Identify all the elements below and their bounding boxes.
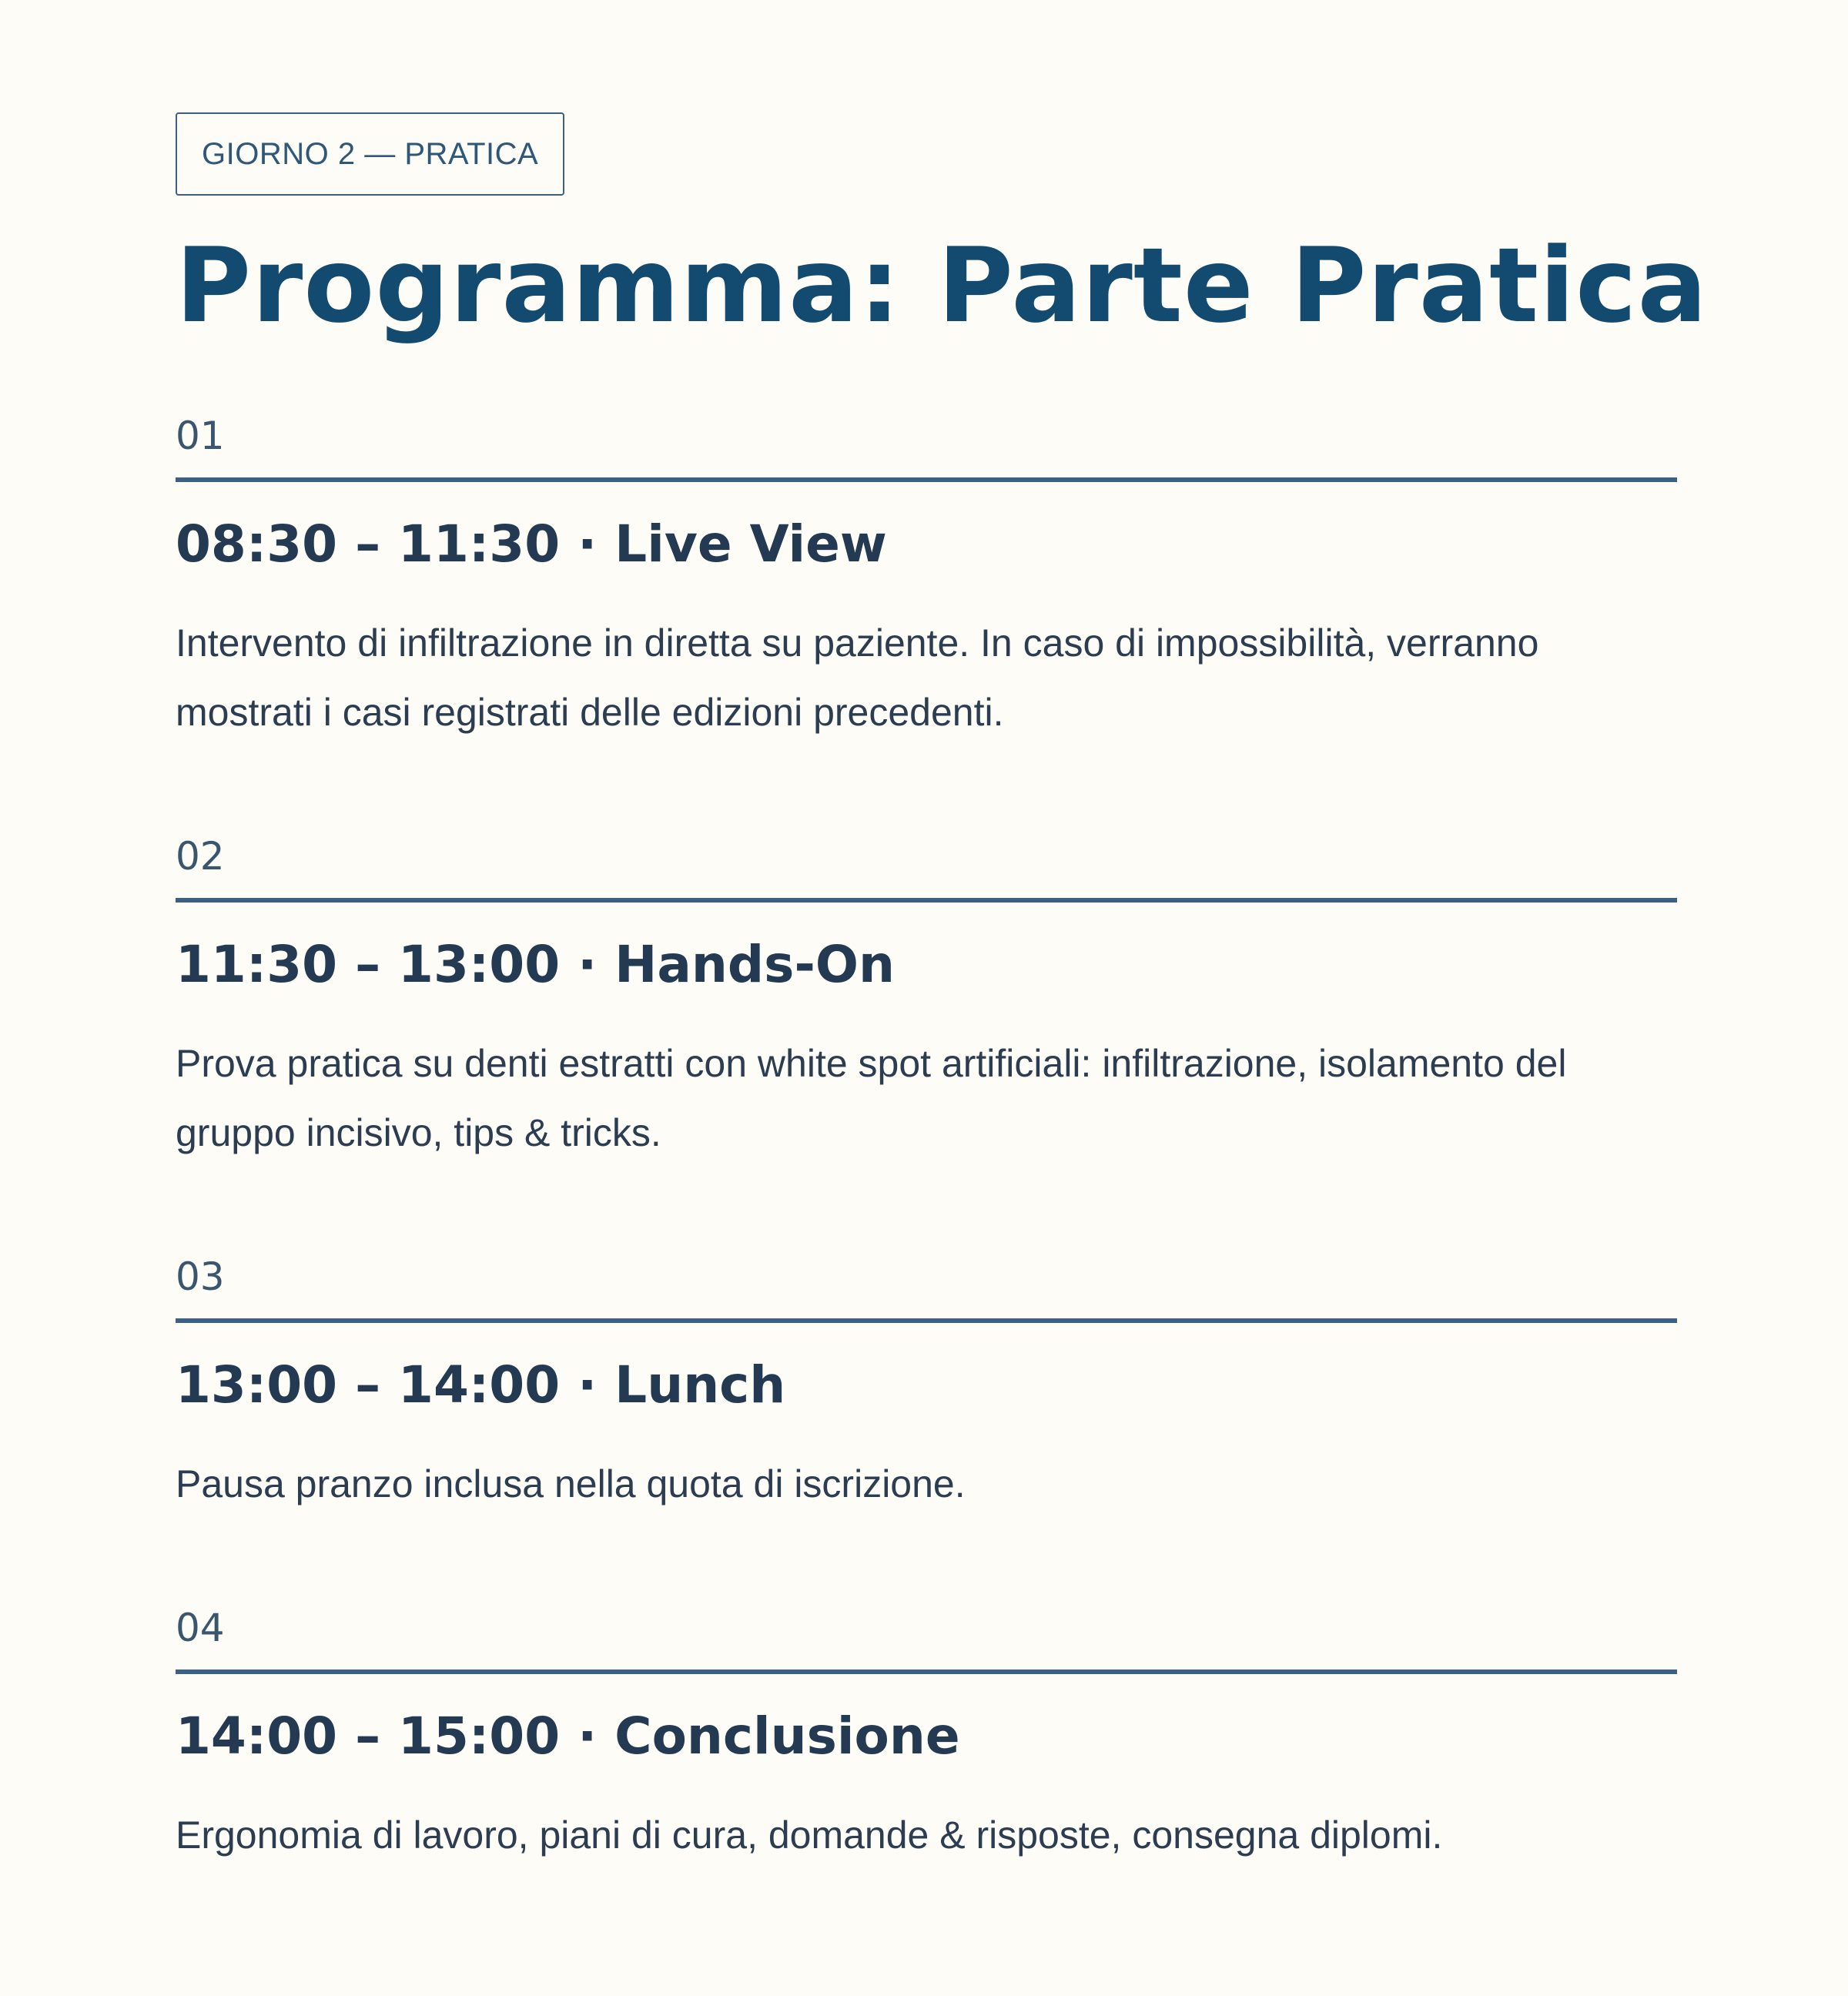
item-heading: 11:30 – 13:00 · Hands-On — [176, 935, 895, 994]
schedule-item-02 — [176, 833, 1677, 1167]
program-page — [176, 112, 1708, 1870]
item-description: Ergonomia di lavoro, piani di cura, domande & risposte, consegna diplomi. — [176, 1813, 1443, 1857]
item-number: 02 — [176, 834, 225, 879]
item-description: Pausa pranzo inclusa nella quota di iscrizione. — [176, 1462, 966, 1505]
schedule-item-01 — [176, 413, 1677, 747]
item-number: 01 — [176, 414, 225, 458]
item-divider — [176, 1318, 1677, 1323]
day-badge: GIORNO 2 — PRATICA — [176, 112, 564, 196]
item-divider — [176, 1669, 1677, 1674]
item-description: Intervento di infiltrazione in diretta su paziente. In caso di impossibilità, verranno mostrati i casi registrati delle edizioni precedenti. — [176, 621, 1539, 734]
schedule-list — [176, 413, 1677, 1870]
item-description: Prova pratica su denti estratti con white spot artificiali: infiltrazione, isolamento del gruppo incisivo, tips & tricks. — [176, 1042, 1567, 1154]
item-number: 04 — [176, 1606, 225, 1650]
item-heading: 08:30 – 11:30 · Live View — [176, 514, 887, 574]
item-divider — [176, 477, 1677, 482]
item-heading: 14:00 – 15:00 · Conclusione — [176, 1706, 960, 1766]
schedule-item-04 — [176, 1605, 1677, 1870]
item-divider — [176, 898, 1677, 903]
schedule-item-03 — [176, 1254, 1677, 1519]
item-heading: 13:00 – 14:00 · Lunch — [176, 1355, 786, 1415]
page-title: Programma: Parte Pratica — [176, 226, 1708, 346]
item-number: 03 — [176, 1254, 225, 1299]
